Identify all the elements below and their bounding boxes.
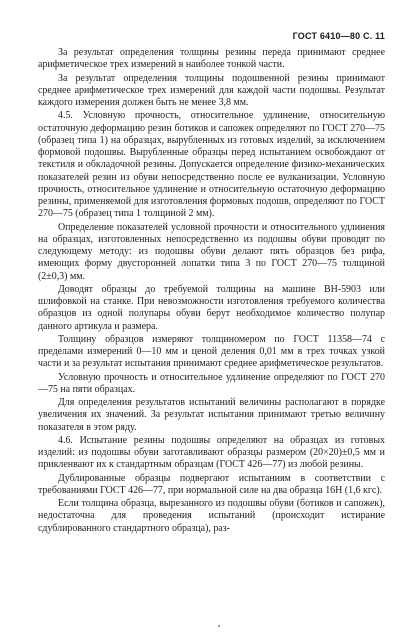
- paragraph-front-thickness: За результат определения толщины резины переда принимают среднее арифметическое трех измерений в наиболее тонкой части.: [38, 47, 385, 71]
- document-body: [38, 47, 385, 535]
- paragraph-results-ordering: Для определения результатов испытаний величины располагают в порядке увеличения их значений. За результат испытания принимают третью величину показателя в этом ряду.: [38, 397, 385, 433]
- paragraph-sole-thickness: За результат определения толщины подошвенной резины принимают среднее арифметическое трех измерений для каждой части подошвы. Результат каждого измерения должен быть не менее 3,8 мм.: [38, 72, 385, 108]
- paragraph-strength-elongation: Условную прочность и относительное удлинение определяют по ГОСТ 270—75 на пяти образцах.: [38, 371, 385, 395]
- page-speck: [218, 625, 220, 627]
- page-header: ГОСТ 6410—80 С. 11: [292, 31, 385, 41]
- paragraph-tensile-method: Определение показателей условной прочности и относительного удлинения на образцах, изготовленных непосредственно из подошвы обуви проводят по следующему методу: из подошвы обуви делают пять образцов без рифа, имеющих форму двусторонней лопатки типа 3 по ГОСТ 270—75 толщиной (2±0,3) мм.: [38, 221, 385, 282]
- paragraph-section-4-6: 4.6. Испытание резины подошвы определяют на образцах из готовых изделий: из подошвы обуви заготавливают образцы размером (20×20)±0,5 мм и прикленвают их к стандартным образцам (ГОСТ 426—77) из любой резины.: [38, 434, 385, 471]
- paragraph-insufficient-thickness: Если толщина образца, вырезанного из подошвы обуви (ботиков и сапожек), недостаточна для проведения испытаний (происходит истирание сдублированного стандартного образца), раз-: [38, 498, 385, 534]
- paragraph-doubled-samples: Дублированные образцы подвергают испытаниям в соответствии с требованиями ГОСТ 426—77, при нормальной силе на два образца 16Н (1,6 кгс).: [38, 472, 385, 496]
- paragraph-thickness-measurement: Толщину образцов измеряют толщиномером по ГОСТ 11358—74 с пределами измерений 0—10 мм и ценой деления 0,01 мм в трех точках узкой части и за результат испытания принимают среднее арифметическое результатов.: [38, 333, 385, 370]
- paragraph-sample-preparation: Доводят образцы до требуемой толщины на машине ВН-5903 или шлифовкой на станке. При невозможности изготовления требуемого количества образцов из одной полупары обуви берут необходимое количество полупар данного артикула и размера.: [38, 283, 385, 332]
- paragraph-section-4-5: 4.5. Условную прочность, относительное удлинение, относительную остаточную деформацию резин ботиков и сапожек определяют по ГОСТ 270—75 (образец типа 1) на образцах, вырубленных из готовых изделий, за исключением формовой подошвы. Вырубленные образцы перед испытанием освобождают от текстиля и обкладочной резины. Допускается определение физико-механических показателей резин из обуви непосредственно после ее вулканизации. Условную прочность, относительное удлинение и относительную остаточную деформацию резины, применяемой для изготовления формовых подошв, определяют по ГОСТ 270—75 (образец типа 1 толщиной 2 мм).: [38, 110, 385, 220]
